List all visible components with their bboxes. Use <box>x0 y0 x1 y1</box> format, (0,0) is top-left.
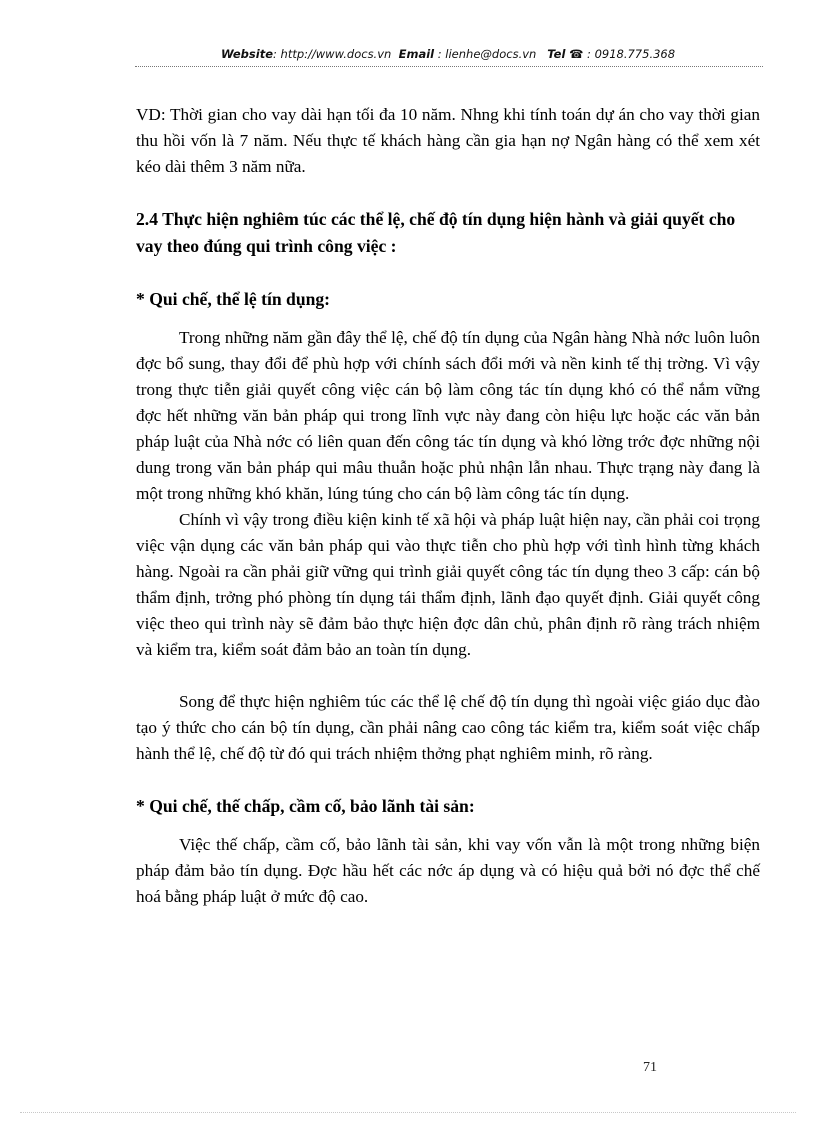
paragraph-example: VD: Thời gian cho vay dài hạn tối đa 10 năm. Nhng khi tính toán dự án cho vay thời gian thu hồi vốn là 7 năm. Nếu thực tế khách hàng cần gia hạn nợ Ngân hàng có thể xem xét kéo dài thêm 3 năm nữa. <box>136 105 760 176</box>
paragraph-legal-application: Chính vì vậy trong điều kiện kinh tế xã hội và pháp luật hiện nay, cần phải coi trọng việc vận dụng các văn bản pháp qui vào thực tiễn cho phù hợp với tình hình từng khách hàng. Ngoài ra cần phải giữ vững qui trình giải quyết công tác tín dụng theo 3 cấp: cán bộ thẩm định, trởng phó phòng tín dụng tái thẩm định, lãnh đạo quyết định. Giải quyết công việc theo qui trình này sẽ đảm bảo thực hiện đợc dân chủ, phân định rõ ràng trách nhiệm và kiểm tra, kiểm soát đảm bảo an toàn tín dụng. <box>136 510 760 659</box>
subheading-credit-rules: * Qui chế, thể lệ tín dụng: <box>136 289 331 309</box>
email-label: Email <box>398 47 435 61</box>
page-number: 71 <box>643 1060 657 1075</box>
paragraph-credit-rules: Trong những năm gần đây thể lệ, chế độ tín dụng của Ngân hàng Nhà nớc luôn luôn đợc bổ sung, thay đổi để phù hợp với chính sách đổi mới và nền kinh tế thị trờng. Vì vậy trong thực tiễn giải quyết công việc cán bộ làm công tác tín dụng khó có thể nắm vững đợc hết những văn bản pháp qui trong lĩnh vực này đang còn hiệu lực hoặc các văn bản pháp luật của Nhà nớc có liên quan đến công tác tín dụng và khó lờng trớc đợc những nội dung trong văn bản pháp qui mâu thuẫn hoặc phủ nhận lẫn nhau. Thực trạng này đang là một trong những khó khăn, lúng túng cho cán bộ làm công tác tín dụng. <box>136 328 760 503</box>
paragraph-collateral: Việc thế chấp, cầm cố, bảo lãnh tài sản, khi vay vốn vẫn là một trong những biện pháp đảm bảo tín dụng. Đợc hầu hết các nớc áp dụng và có hiệu quả bởi nó đợc thể chế hoá bằng pháp luật ở mức độ cao. <box>136 835 760 906</box>
section-heading-2-4: 2.4 Thực hiện nghiêm túc các thể lệ, chế độ tín dụng hiện hành và giải quyết cho vay theo đúng qui trình công việc : <box>136 209 736 256</box>
page-header <box>135 47 761 61</box>
tel-number: ☎ : 0918.775.368 <box>569 47 676 61</box>
subheading-collateral: * Qui chế, thế chấp, cầm cố, bảo lãnh tài sản: <box>136 796 475 816</box>
tel-label: Tel <box>547 47 566 61</box>
document-body <box>136 102 760 910</box>
website-url: : http://www.docs.vn <box>273 47 392 61</box>
paragraph-inspection: Song để thực hiện nghiêm túc các thể lệ chế độ tín dụng thì ngoài việc giáo dục đào tạo ý thức cho cán bộ tín dụng, cần phải nâng cao công tác kiểm tra, kiểm soát việc chấp hành thể lệ, chế độ từ đó qui trách nhiệm thởng phạt nghiêm minh, rõ ràng. <box>136 692 760 763</box>
website-label: Website <box>220 47 274 61</box>
footer-divider <box>20 1112 796 1113</box>
header-divider <box>135 66 763 67</box>
email-address: : lienhe@docs.vn <box>437 47 537 61</box>
